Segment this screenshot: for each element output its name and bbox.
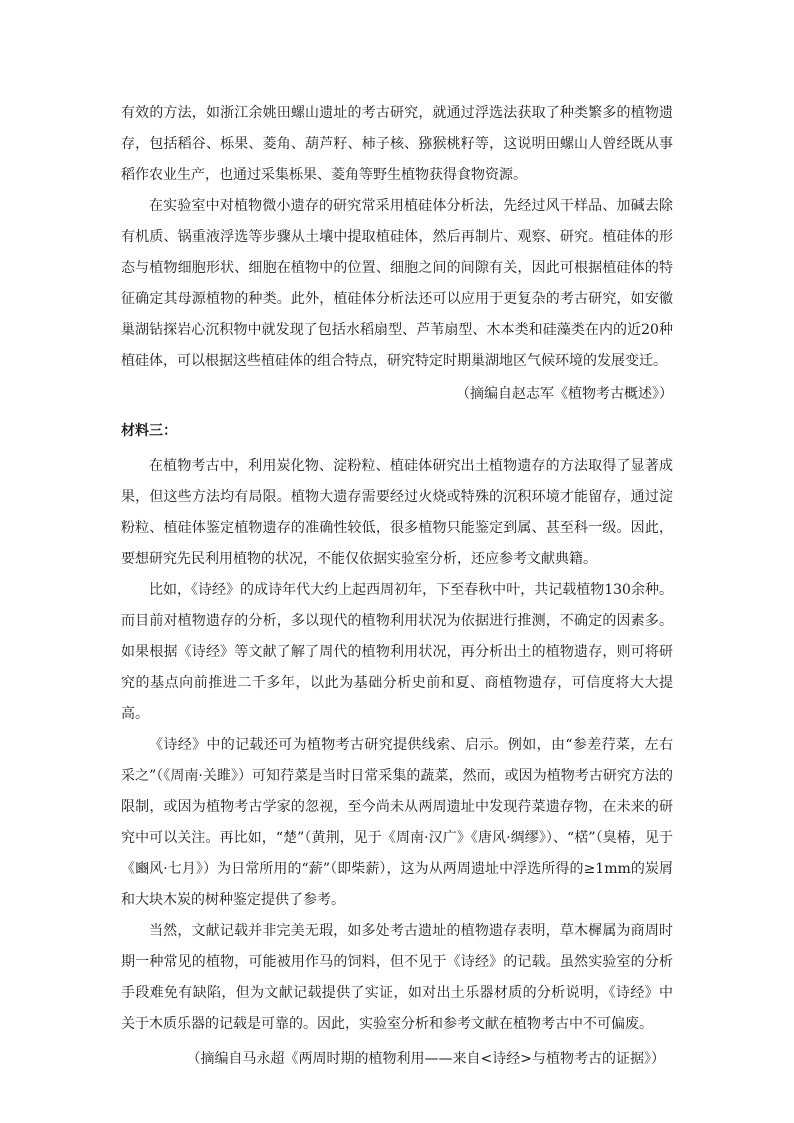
paragraph-conclusion: 当然，文献记载并非完美无瑕，如多处考古遗址的植物遗存表明，草木樨属为商周时期一种常见的植物，可能被用作马的饲料，但不见于《诗经》的记载。虽然实验室的分析手段难免有缺陷，但为文献记载提供了实证，如对出土乐器材质的分析说明，《诗经》中关于木质乐器的记载是可靠的。因此，实验室分析和参考文献在植物考古中不可偏废。 (121, 923, 673, 1032)
paragraph-continued: 有效的方法，如浙江余姚田螺山遗址的考古研究，就通过浮选法获取了种类繁多的植物遗存，包括稻谷、栎果、菱角、葫芦籽、柿子核、猕猴桃籽等，这说明田螺山人曾经既从事稻作农业生产，也通过采集栎果、菱角等野生植物获得食物资源。 (121, 105, 673, 183)
document-body (121, 98, 673, 1079)
paragraph-shijing-clues: 《诗经》中的记载还可为植物考古研究提供线索、启示。例如，由“参差荇菜，左右采之”（《周南·关雎》）可知荇菜是当时日常采集的蔬菜，然而，或因为植物考古研究方法的限制，或因为植物考古学家的忽视，至今尚未从两周遗址中发现荇菜遗存物，在未来的研究中可以关注。再比如，“楚”（黄荆，见于《周南·汉广》《唐风·绸缪》）、“楛”（臭椿，见于《豳风·七月》）为日常所用的“薪”（即柴薪），这为从两周遗址中浮选所得的≥1mm的炭屑和大块木炭的树种鉴定提供了参考。 (121, 737, 673, 908)
paragraph-phytolith-method: 在实验室中对植物微小遗存的研究常采用植硅体分析法，先经过风干样品、加碱去除有机质、锅重液浮选等步骤从土壤中提取植硅体，然后再制片、观察、研究。植硅体的形态与植物细胞形状、细胞在植物中的位置、细胞之间的间隙有关，因此可根据植硅体的特征确定其母源植物的种类。此外，植硅体分析法还可以应用于更复杂的考古研究，如安徽巢湖钻探岩心沉积物中就发现了包括水稻扇型、芦苇扇型、木本类和硅藻类在内的近20种植硅体，可以根据这些植硅体的组合特点，研究特定时期巢湖地区气候环境的发展变迁。 (121, 198, 673, 369)
paragraph-shijing-dating: 比如，《诗经》的成诗年代大约上起西周初年，下至春秋中叶，共记载植物130余种。而目前对植物遗存的分析，多以现代的植物利用状况为依据进行推测，不确定的因素多。如果根据《诗经》等文献了解了周代的植物利用状况，再分析出土的植物遗存，则可将研究的基点向前推进二千多年，以此为基础分析史前和夏、商植物遗存，可信度将大大提高。 (121, 582, 673, 722)
source-citation-ma: （摘编自马永超《两周时期的植物利用——来自<诗经>与植物考古的证据》） (186, 1051, 665, 1067)
paragraph-method-limitations: 在植物考古中，利用炭化物、淀粉粒、植硅体研究出土植物遗存的方法取得了显著成果，但这些方法均有局限。植物大遗存需要经过火烧或特殊的沉积环境才能留存，通过淀粉粒、植硅体鉴定植物遗存的准确性较低，很多植物只能鉴定到属、甚至科一级。因此，要想研究先民利用植物的状况，不能仅依据实验室分析，还应参考文献典籍。 (121, 458, 673, 567)
source-citation-zhao: （摘编自赵志军《植物考古概述》） (456, 386, 673, 402)
section-heading-material-three: 材料三： (121, 423, 177, 439)
